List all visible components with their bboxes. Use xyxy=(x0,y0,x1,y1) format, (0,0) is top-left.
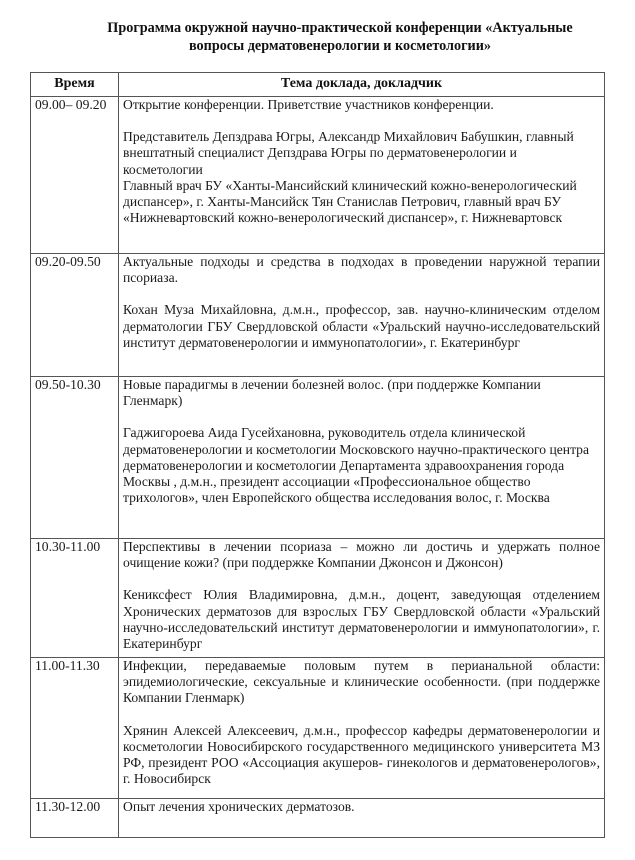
session-speaker: Хрянин Алексей Алексеевич, д.м.н., профессор кафедры дерматовенерологии и косметологии Новосибирского государственного медицинского университета МЗ РФ, президент РОО «Ассоциация акушеров- гинекологов и дерматовенерологов», г. Новосибирск xyxy=(123,722,600,787)
session-topic: Перспективы в лечении псориаза – можно ли достичь и удержать полное очищение кожи? (при поддержке Компании Джонсон и Джонсон) xyxy=(123,539,600,571)
session-time: 09.20-09.50 xyxy=(31,254,119,377)
table-row xyxy=(31,539,605,658)
session-speaker: Гаджигороева Аида Гусейхановна, руководитель отдела клинической дерматовенерологии и косметологии Московского научно-практического центра дерматовенерологии и косметологии Департамента здравоохранения города Москвы , д.м.н., президент ассоциации «Профессиональное общество трихологов», член Европейского общества исследования волос, г. Москва xyxy=(123,425,590,506)
table-row xyxy=(31,97,605,254)
session-topic: Новые парадигмы в лечении болезней волос. (при поддержке Компании Гленмарк) xyxy=(123,377,541,409)
table-row xyxy=(31,377,605,539)
title-line-2: вопросы дерматовенерологии и косметологии» xyxy=(188,38,491,54)
session-topic-cell xyxy=(119,377,605,539)
speaker-line: Главный врач БУ «Ханты-Мансийский клинический кожно-венерологический диспансер», г. Ханты-Мансийск Тян Станислав Петрович, главный врач БУ «Нижневартовский кожно-венерологический диспансер», г. Нижневартовск xyxy=(123,177,577,226)
session-topic: Инфекции, передаваемые половым путем в перианальной области: эпидемиологические, сексуальные и клинические особенности. (при поддержке Компании Гленмарк) xyxy=(123,658,600,706)
session-topic-cell xyxy=(119,254,605,377)
session-topic: Опыт лечения хронических дерматозов. xyxy=(123,799,355,814)
session-speaker: Кохан Муза Михайловна, д.м.н., профессор, зав. научно-клиническим отделом дерматологии ГБУ Свердловской области «Уральский научно-исследовательский институт дерматовенерологии и иммунопатологии», г. Екатеринбург xyxy=(123,302,600,350)
session-speaker: Кениксфест Юлия Владимировна, д.м.н., доцент, заведующая отделением Хронических дерматозов для взрослых ГБУ Свердловской области «Уральский научно-исследовательский институт дерматовенерологии и иммунопатологии», г. Екатеринбург xyxy=(123,587,600,652)
header-time: Время xyxy=(31,73,119,97)
session-topic-cell xyxy=(119,799,605,838)
table-row xyxy=(31,799,605,838)
session-time: 09.00– 09.20 xyxy=(31,97,119,254)
session-topic-cell xyxy=(119,539,605,658)
speaker-line: Представитель Депздрава Югры, Александр Михайлович Бабушкин, главный внештатный специалист Депздрава Югры по дерматовенерологии и косметологии xyxy=(123,129,574,177)
table-header-row xyxy=(31,73,605,97)
title-line-1: Программа окружной научно-практической конференции «Актуальные xyxy=(107,20,573,36)
session-topic: Актуальные подходы и средства в подходах в проведении наружной терапии псориаза. xyxy=(123,254,600,286)
document-title xyxy=(60,19,620,55)
session-time: 09.50-10.30 xyxy=(31,377,119,539)
program-table xyxy=(30,72,605,838)
session-topic-cell xyxy=(119,658,605,799)
table-row xyxy=(31,658,605,799)
session-topic: Открытие конференции. Приветствие участников конференции. xyxy=(123,97,494,112)
table-row xyxy=(31,254,605,377)
session-time: 11.30-12.00 xyxy=(31,799,119,838)
session-time: 11.00-11.30 xyxy=(31,658,119,799)
header-topic: Тема доклада, докладчик xyxy=(119,73,605,97)
session-speaker xyxy=(123,129,600,226)
session-time: 10.30-11.00 xyxy=(31,539,119,658)
session-topic-cell xyxy=(119,97,605,254)
